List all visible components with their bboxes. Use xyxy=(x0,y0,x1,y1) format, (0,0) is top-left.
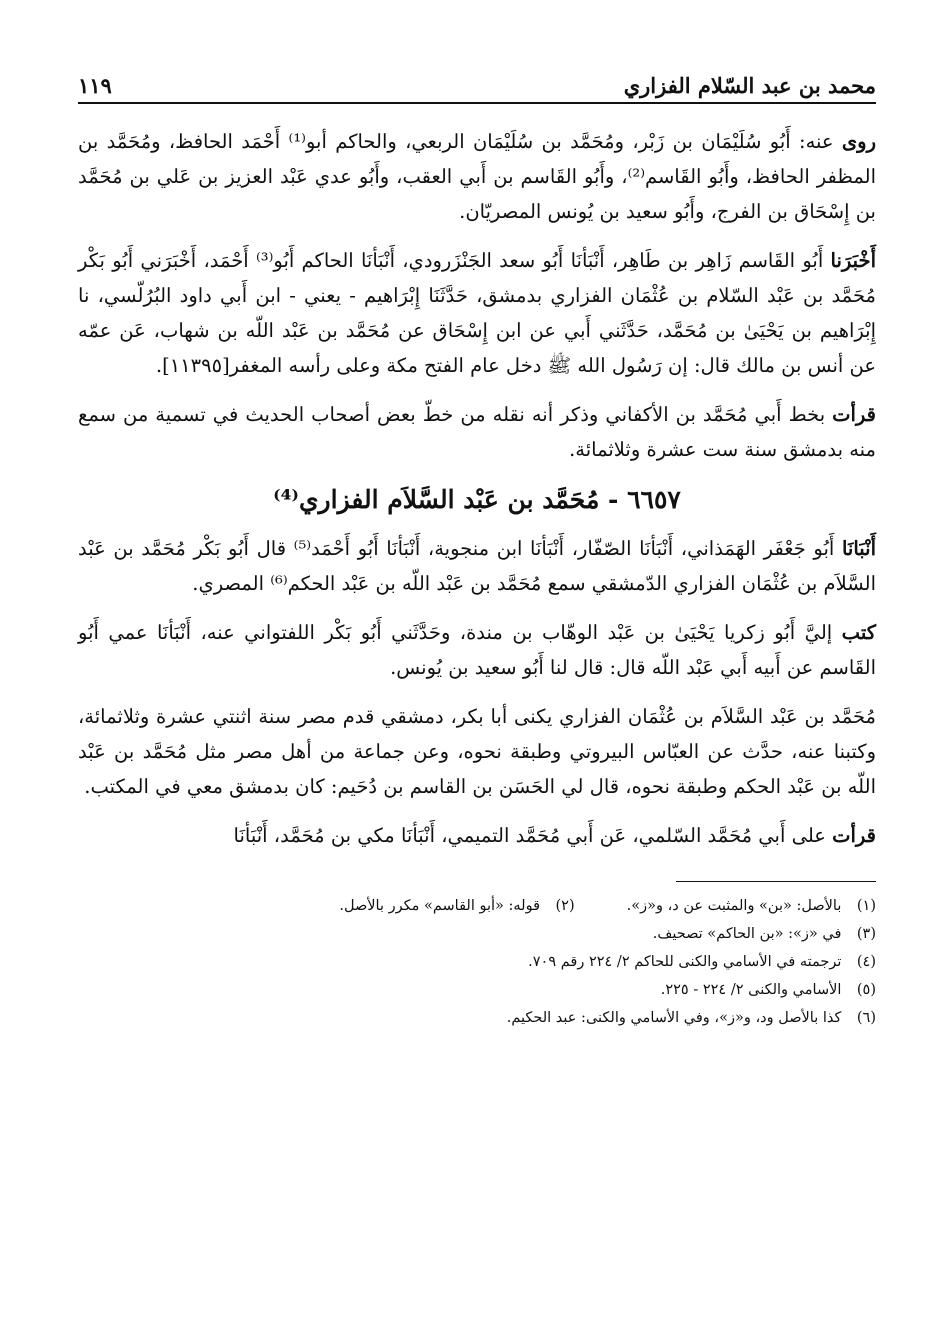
footnote-row xyxy=(78,892,876,920)
footnote-row xyxy=(78,948,876,976)
footnote-number: (٦) xyxy=(856,1010,876,1026)
paragraph-text: بخط أَبي مُحَمَّد بن الأكفاني وذكر أنه نقله من خطّ بعض أصحاب الحديث في تسمية من سمع منه بدمشق سنة ست عشرة وثلاثمائة. xyxy=(78,403,876,461)
paragraph-biography xyxy=(78,699,876,804)
footnote xyxy=(653,920,876,948)
footnote-text: قوله: «أبو القاسم» مكرر بالأصل. xyxy=(339,898,540,914)
paragraph-lead-word: كتب xyxy=(841,621,876,644)
footnote xyxy=(528,948,876,976)
footnote xyxy=(627,892,876,920)
paragraph-text: مُحَمَّد بن عَبْد السَّلاَم بن عُثْمَان الفزاري يكنى أبا بكر، دمشقي قدم مصر سنة اثنتي عشرة وثلاثمائة، وكتبنا عنه، حدَّث عن العبّاس البيروتي وطبقة نحوه، وعن جماعة من أهل مصر مثل مُحَمَّد بن عَبْد اللّه بن عَبْد الحكم وطبقة نحوه، قال لي الحَسَن بن القاسم بن دُحَيم: كان بدمشق معي في المكتب. xyxy=(78,705,876,798)
paragraph-text: أَبُو جَعْفَر الهَمَذاني، أَنْبَأنَا الصّفّار، أَنْبَأنَا ابن منجوية، أَنْبَأنَا أَبُو أَحْمَد⁽⁵⁾ قال أَبُو بَكْر مُحَمَّد بن عَبْد السَّلاَم بن عُثْمَان الفزاري الدّمشقي سمع مُحَمَّد بن عَبْد اللّه بن عَبْد الحكم⁽⁶⁾ المصري. xyxy=(78,537,876,595)
paragraph-lead-word: أَنْبَانَا xyxy=(841,537,876,560)
paragraph-qaraat xyxy=(78,397,876,467)
paragraph-anbana xyxy=(78,531,876,601)
paragraph-lead-word: قرأت xyxy=(832,403,876,426)
footnote-row xyxy=(78,920,876,948)
footnote xyxy=(339,892,574,920)
paragraph-text: على أَبي مُحَمَّد السّلمي، عَن أَبي مُحَمَّد التميمي، أَنْبَأنَا مكي بن مُحَمَّد، أَنْبَأنَا xyxy=(233,824,833,847)
paragraph-rawa xyxy=(78,124,876,229)
paragraph-lead-word: قرأت xyxy=(832,824,876,847)
paragraph-qaraat-2 xyxy=(78,818,876,853)
footnotes xyxy=(78,892,876,1032)
paragraph-kataba xyxy=(78,615,876,685)
footnote-number: (٤) xyxy=(856,954,876,970)
footnote-text: في «ز»: «بن الحاكم» تصحيف. xyxy=(652,926,842,942)
footnote-divider xyxy=(676,881,876,882)
paragraph-lead-word: أَخْبَرَنا xyxy=(830,249,876,272)
footnote-number: (١) xyxy=(856,898,876,914)
paragraph-lead-word: روى xyxy=(841,130,876,153)
footnote-row xyxy=(78,976,876,1004)
running-header xyxy=(78,58,876,104)
footnote-number: (٥) xyxy=(856,982,876,998)
footnote-number: (٢) xyxy=(555,898,575,914)
footnote-number: (٣) xyxy=(856,926,876,942)
paragraph-text: أَبُو القَاسم زَاهِر بن طَاهِر، أَنْبَأنَا أَبُو سعد الجَنْزَرودي، أَنْبَأنَا الحاكم أَبُو⁽³⁾ أَحْمَد، أَخْبَرَني أَبُو بَكْر مُحَمَّد بن عَبْد السّلام بن عُثْمَان الفزاري بدمشق، حَدَّثَنَا إِبْرَاهيم - يعني - ابن أَبي داود البُرُلّسي، نا إِبْرَاهيم بن يَحْيَىٰ بن مُحَمَّد، حَدَّثَني أَبي عن ابن إِسْحَاق عن مُحَمَّد بن عَبْد اللّه بن شهاب، عَن عمّه عن أنس بن مالك قال: إن رَسُول الله ﷺ دخل عام الفتح مكة وعلى رأسه المغفر[١١٣٩٥]. xyxy=(78,249,876,377)
footnote-text: بالأصل: «بن» والمثبت عن د، و«ز». xyxy=(626,898,842,914)
footnote-text: كذا بالأصل ود، و«ز»، وفي الأسامي والكنى: عبد الحكيم. xyxy=(506,1010,842,1026)
paragraph-text: عنه: أَبُو سُلَيْمَان بن زَبْر، ومُحَمَّد بن سُلَيْمَان الربعي، والحاكم أبو⁽¹⁾ أَحْمَد الحافظ، ومُحَمَّد بن المظفر الحافظ، وأَبُو القَاسم⁽²⁾، وأَبُو القَاسم بن أَبي العقب، وأَبُو عدي عَبْد العزيز بن عَلي بن مُحَمَّد بن إِسْحَاق بن الفرج، وأَبُو سعيد بن يُونس المصريّان. xyxy=(78,130,876,223)
running-title: محمد بن عبد السّلام الفزاري xyxy=(623,73,876,98)
footnote-row xyxy=(78,1004,876,1032)
footnote xyxy=(661,976,876,1004)
paragraph-akhbarana xyxy=(78,243,876,383)
footnote-text: ترجمته في الأسامي والكنى للحاكم ٢/ ٢٢٤ رقم ٧٠٩. xyxy=(528,954,842,970)
footnote xyxy=(507,1004,876,1032)
page-number: ١١٩ xyxy=(78,73,112,98)
main-text xyxy=(78,124,876,853)
footnote-text: الأسامي والكنى ٢/ ٢٢٤ - ٢٢٥. xyxy=(660,982,842,998)
entry-heading: ٦٦٥٧ - مُحَمَّد بن عَبْد السَّلاَم الفزاري⁽⁴⁾ xyxy=(273,485,681,514)
paragraph-text: إليَّ أَبُو زكريا يَحْيَىٰ بن عَبْد الوهّاب بن مندة، وحَدَّثَني أَبُو بَكْر اللفتواني عنه، أَنْبَأنَا عمي أَبُو القَاسم عن أَبيه أَبي عَبْد اللّه قال: قال لنا أَبُو سعيد بن يُونس. xyxy=(78,621,876,679)
